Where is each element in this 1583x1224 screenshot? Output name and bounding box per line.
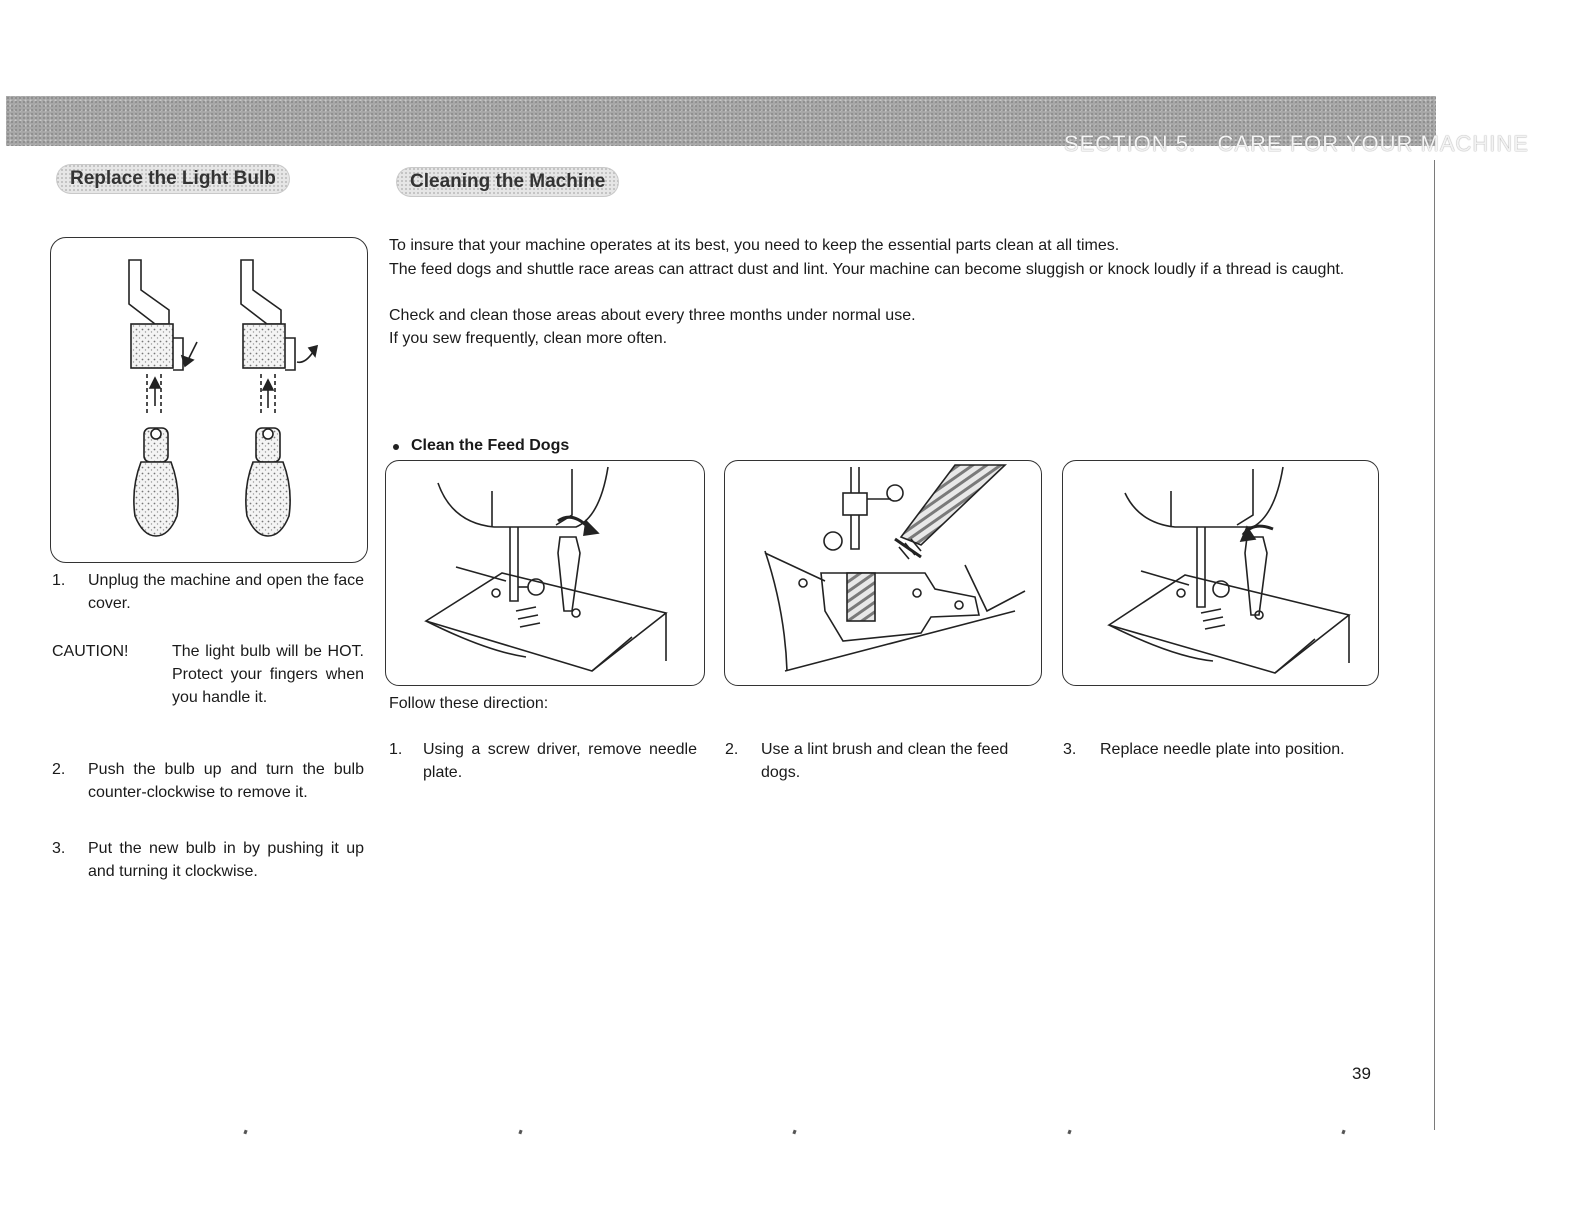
bullet-icon	[393, 444, 399, 450]
scan-mark	[518, 1130, 522, 1135]
step-text: Use a lint brush and clean the feed dogs.	[761, 741, 1009, 781]
scan-mark	[1067, 1130, 1071, 1135]
light-bulb-figure	[50, 237, 368, 563]
clean-step-1	[389, 738, 697, 784]
step-text: Push the bulb up and turn the bulb counter-clockwise to remove it.	[88, 761, 364, 801]
step-text: Replace needle plate into position.	[1100, 741, 1345, 758]
scan-mark	[243, 1130, 247, 1135]
figure-remove-needle-plate	[385, 460, 705, 686]
page-edge-rule	[1434, 160, 1435, 1130]
scan-mark	[1341, 1130, 1345, 1135]
subheading-clean-feed-dogs: Clean the Feed Dogs	[411, 437, 570, 454]
bulb-step-3	[52, 837, 364, 883]
step-text: Put the new bulb in by pushing it up and turning it clockwise.	[88, 840, 364, 880]
intro-paragraph-3: Check and clean those areas about every three months under normal use.	[389, 307, 916, 324]
intro-paragraph-1: To insure that your machine operates at its best, you need to keep the essential parts clean at all times.	[389, 237, 1120, 254]
directions-label: Follow these direction:	[389, 695, 549, 712]
caution-text: The light bulb will be HOT. Protect your fingers when you handle it.	[172, 643, 364, 706]
bulb-step-2	[52, 758, 364, 804]
clean-step-2	[725, 738, 1037, 784]
figure-replace-needle-plate	[1062, 460, 1379, 686]
step-number: 1.	[389, 741, 403, 758]
heading-cleaning-machine: Cleaning the Machine	[396, 167, 619, 197]
step-text: Using a screw driver, remove needle plate.	[423, 741, 697, 781]
step-text: Unplug the machine and open the face cover.	[88, 572, 364, 612]
bulb-step-1	[52, 569, 364, 615]
replace-plate-illustration	[1063, 461, 1378, 685]
caution-note	[52, 640, 364, 709]
step-number: 3.	[52, 840, 66, 857]
remove-plate-illustration	[386, 461, 704, 685]
step-number: 2.	[725, 741, 739, 758]
step-number: 2.	[52, 761, 66, 778]
section-title: SECTION 5. CARE FOR YOUR MACHINE	[1063, 131, 1529, 156]
intro-paragraph-4: If you sew frequently, clean more often.	[389, 330, 668, 347]
heading-replace-light-bulb: Replace the Light Bulb	[56, 164, 290, 194]
clean-step-3	[1063, 738, 1393, 761]
scan-mark	[792, 1130, 796, 1135]
figure-clean-feed-dogs	[724, 460, 1042, 686]
bulb-socket-illustration	[51, 238, 367, 562]
lint-brush-illustration	[725, 461, 1041, 685]
step-number: 1.	[52, 572, 66, 589]
step-number: 3.	[1063, 741, 1077, 758]
caution-label: CAUTION!	[52, 643, 129, 660]
intro-paragraph-2: The feed dogs and shuttle race areas can attract dust and lint. Your machine can become sluggish or knock loudly if a thread is caught.	[389, 261, 1345, 278]
page-number: 39	[1352, 1064, 1371, 1083]
